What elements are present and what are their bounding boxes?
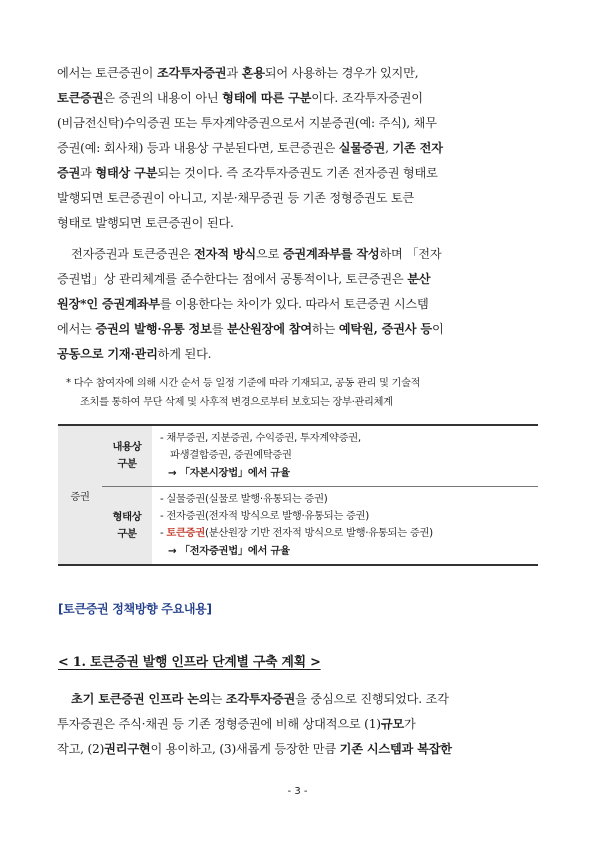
p2-line-3: 원장*인 증권계좌부를 이용한다는 차이가 있다. 따라서 토큰증권 시스템 — [57, 297, 429, 311]
table-desc-form: - 실물증권(실물로 발행·유통되는 증권) - 전자증권(전자적 방식으로 발행·유통되는 증권) - 토큰증권(분산원장 기반 전자적 방식으로 발행·유통되는 증권) → 「전자증권법」에서 규율 — [152, 487, 538, 566]
page-number: - 3 - — [287, 786, 308, 797]
p2-line-5: 공동으로 기재·관리하게 된다. — [57, 347, 212, 361]
p1-line-3: (비금전신탁)수익증권 또는 투자계약증권으로서 지분증권(예: 주식), 채무 — [57, 116, 437, 130]
p2-line-4: 에서는 증권의 발행·유통 정보를 분산원장에 참여하는 예탁원, 증권사 등이 — [57, 322, 444, 336]
p1-line-6: 발행되면 토큰증권이 아니고, 지분·채무증권 등 기존 정형증권도 토큰 — [57, 191, 415, 205]
sub-heading: < 1. 토큰증권 발행 인프라 단계별 구축 계획 > — [58, 655, 321, 670]
section-heading: [토큰증권 정책방향 주요내용] — [58, 602, 212, 616]
p1-line-1: 에서는 토큰증권이 조각투자증권과 혼용되어 사용하는 경우가 있지만, — [57, 66, 419, 80]
table-desc-content: - 채무증권, 지분증권, 수익증권, 투자계약증권, 파생결합증권, 증권예탁증권 → 「자본시장법」에서 규율 — [152, 425, 538, 487]
p2-line-1: 전자증권과 토큰증권은 전자적 방식으로 증권계좌부를 작성하며 「전자 — [71, 247, 442, 261]
p3-line-1: 초기 토큰증권 인프라 논의는 조각투자증권을 중심으로 진행되었다. 조각 — [71, 692, 449, 706]
paragraph-3 — [57, 687, 540, 762]
paragraph-2 — [57, 242, 540, 367]
footnote — [66, 374, 546, 412]
p1-line-2: 토큰증권은 증권의 내용이 아닌 형태에 따른 구분이다. 조각투자증권이 — [57, 91, 423, 105]
token-security-row: - 토큰증권(분산원장 기반 전자적 방식으로 발행·유통되는 증권) — [160, 527, 433, 539]
p2-line-2: 증권법」상 관리체계를 준수한다는 점에서 공통적이나, 토큰증권은 분산 — [57, 272, 431, 286]
p3-line-2: 투자증권은 주식·채권 등 기존 정형증권에 비해 상대적으로 (1)규모가 — [57, 717, 416, 731]
token-security-highlight: 토큰증권 — [166, 527, 205, 539]
footnote-line-2: 조치를 통하여 무단 삭제 및 사후적 변경으로부터 보호되는 장부·관리체계 — [80, 397, 393, 408]
table-label-form: 형태상 구분 — [102, 487, 152, 566]
p1-line-5: 증권과 형태상 구분되는 것이다. 즉 조각투자증권도 기존 전자증권 형태로 — [57, 166, 438, 180]
p3-line-3: 작고, (2)권리구현이 용이하고, (3)새롭게 등장한 만큼 기존 시스템과 복잡한 — [57, 742, 452, 756]
footnote-line-1: * 다수 참여자에 의해 시간 순서 등 일정 기준에 따라 기재되고, 공동 관리 및 기술적 — [66, 378, 421, 389]
table-label-content: 내용상 구분 — [102, 425, 152, 487]
paragraph-1 — [57, 61, 540, 236]
p1-line-7: 형태로 발행되면 토큰증권이 된다. — [57, 216, 234, 230]
securities-classification-table — [58, 424, 538, 566]
p1-line-4: 증권(예: 회사채) 등과 내용상 구분된다면, 토큰증권은 실물증권, 기존 전자 — [57, 141, 443, 155]
table-category-cell: 증권 — [58, 425, 102, 565]
